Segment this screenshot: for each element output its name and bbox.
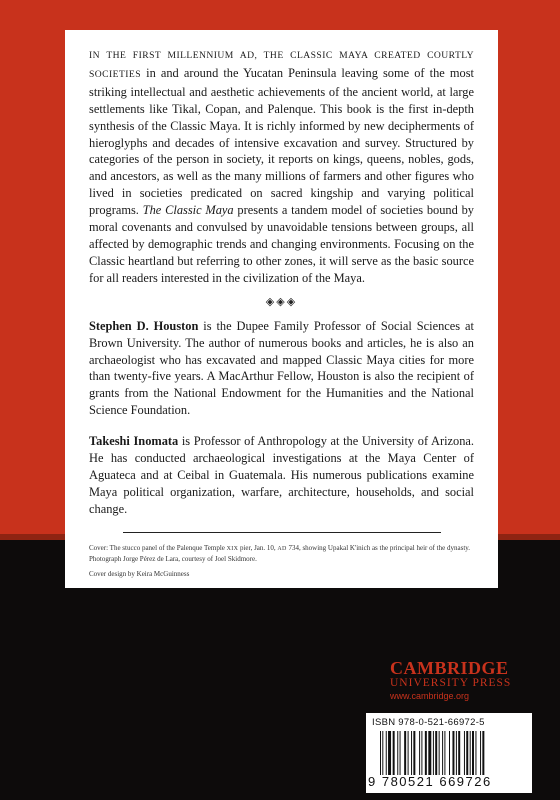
cover-design-credit: Cover design by Keira McGuinness bbox=[89, 569, 190, 578]
description-text-1: in and around the Yucatan Peninsula leaving some of the most striking intellectual and aesthetic achievements of the ancient world, at large settlements like Tikal, Copan, and Palenque. This book is the first in-depth synthesis of the Classic Maya. It is richly informed by new decipherments of hieroglyphs and decades of intensive excavation and survey. Structured by categories of the person in society, it reports on kings, queens, nobles, gods, and ancestors, as well as the many millions of farmers and other figures who lived in societies predicated on sacred kingship and varying political programs. bbox=[89, 65, 474, 218]
publisher-press: UNIVERSITY PRESS bbox=[390, 677, 512, 689]
author-bio-houston bbox=[89, 318, 474, 419]
author-name: Stephen D. Houston bbox=[89, 318, 199, 333]
credit-roman-numeral: XIX bbox=[226, 545, 239, 552]
publisher-logo bbox=[390, 659, 530, 702]
credit-era: AD bbox=[277, 545, 287, 552]
book-title-italic: The Classic Maya bbox=[142, 203, 234, 218]
book-description bbox=[89, 46, 474, 287]
text-panel bbox=[65, 30, 498, 588]
publisher-url: www.cambridge.org bbox=[390, 691, 470, 701]
author-name: Takeshi Inomata bbox=[89, 434, 179, 449]
credit-text: Cover: The stucco panel of the Palenque Temple bbox=[89, 543, 227, 552]
author-bio-text: is Professor of Anthropology at the University of Arizona. He has conducted archaeological investigations at the Maya Center of Aguateca and at Ceibal in Guatemala. His numerous publications examine Maya political organization, warfare, architecture, households, and social change. bbox=[89, 434, 474, 516]
barcode-bars bbox=[380, 731, 526, 775]
author-bio-text: is the Dupee Family Professor of Social Sciences at Brown University. The author of numerous books and articles, he is also an archaeologist who has excavated and mapped Classic Maya cities for more than twenty-five years. A MacArthur Fellow, Houston is also the recipient of grants from the National Endowment for the Humanities and the National Science Foundation. bbox=[89, 318, 474, 418]
credit-text: 734, showing Upakal K'inich as the principal heir of the dynasty. Photograph Jorge Pérez de Lara, courtesy of Joel Skidmore. bbox=[89, 543, 471, 563]
divider-rule bbox=[123, 532, 441, 533]
description-text-2: presents a tandem model of societies bound by moral covenants and convulsed by unavoidable tensions between groups, all affected by demographic trends and changing environments. Focusing on the Classic heartland but referring to other zones, it will serve as the basic source for all readers interested in the civilization of the Maya. bbox=[89, 203, 474, 285]
publisher-name: CAMBRIDGE bbox=[390, 658, 509, 678]
description-lead: IN THE FIRST MILLENNIUM AD, THE CLASSIC MAYA CREATED COURTLY SOCIETIES bbox=[89, 50, 474, 80]
isbn-label: ISBN 978-0-521-66972-5 bbox=[372, 717, 485, 728]
cover-credit bbox=[89, 543, 474, 564]
author-bio-inomata bbox=[89, 433, 474, 518]
barcode-box bbox=[366, 713, 532, 793]
section-ornament: ◈◈◈ bbox=[265, 295, 298, 308]
barcode-digits: 9 780521 669726 bbox=[368, 774, 492, 789]
credit-text: pier, Jan. 10, bbox=[238, 543, 278, 552]
